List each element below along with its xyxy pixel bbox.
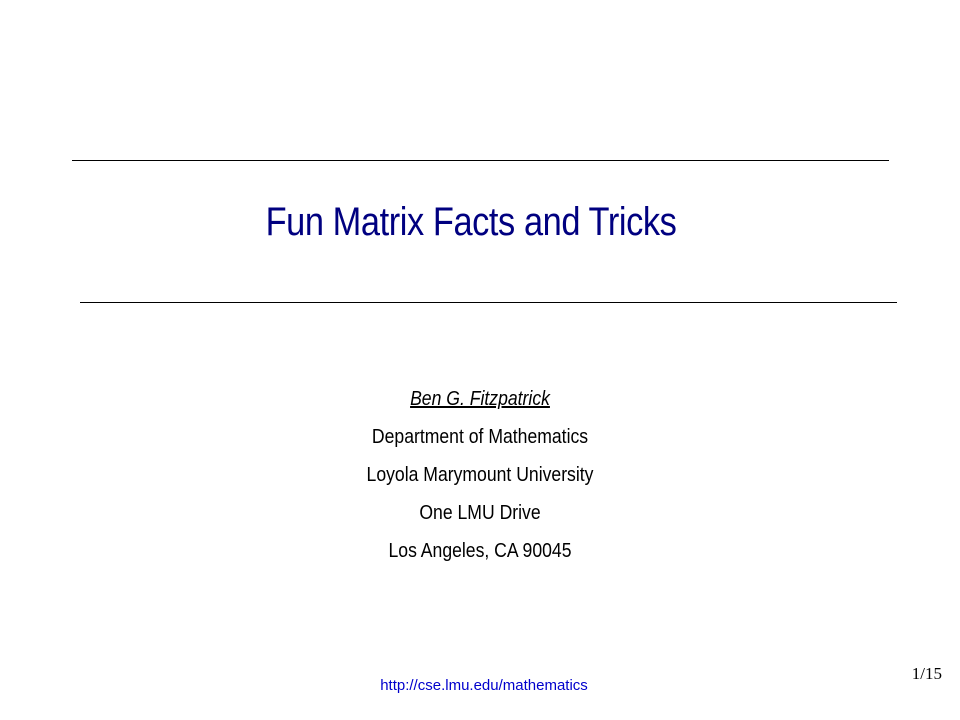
bottom-divider [80, 302, 897, 303]
footer-url-link[interactable]: http://cse.lmu.edu/mathematics [380, 677, 588, 694]
author-name: Ben G. Fitzpatrick [410, 388, 550, 410]
address-line-2: Los Angeles, CA 90045 [388, 540, 572, 562]
slide-title: Fun Matrix Facts and Tricks [265, 200, 677, 244]
department-text: Department of Mathematics [371, 426, 589, 448]
address-line-1: One LMU Drive [419, 502, 541, 524]
top-divider [72, 160, 889, 161]
author-line [58, 380, 903, 418]
page-number: 1/15 [911, 664, 942, 683]
author-block [0, 380, 960, 570]
university-text: Loyola Marymount University [366, 464, 594, 486]
